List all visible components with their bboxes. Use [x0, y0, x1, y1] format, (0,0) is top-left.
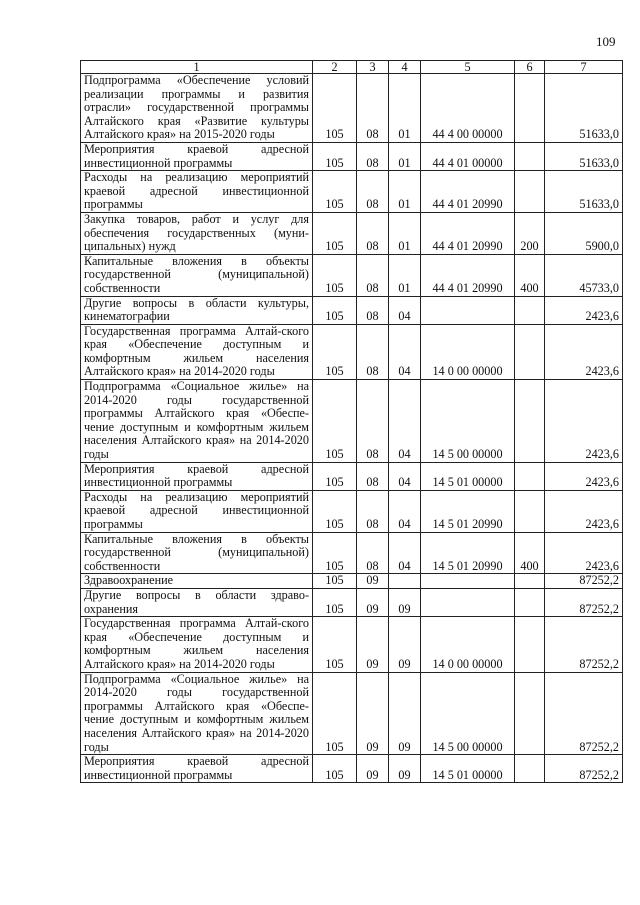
code-target-cell [421, 588, 515, 616]
table-row [81, 462, 623, 490]
code-subsection-cell: 09 [389, 672, 421, 755]
code-target-cell: 14 5 01 00000 [421, 755, 515, 783]
code-expense-type-cell [515, 296, 545, 324]
code-target-cell: 14 5 01 20990 [421, 532, 515, 574]
code-target-cell [421, 296, 515, 324]
code-target-cell: 44 4 00 00000 [421, 74, 515, 143]
amount-cell: 87252,2 [545, 588, 623, 616]
table-row [81, 617, 623, 672]
row-name-cell: Подпрограмма «Социальное жилье» на 2014-2020 годы государственной программы Алтайского края «Обеспе-чение доступным и комфортным жильем населения Алтайского края» на 2014-2020 годы [81, 672, 313, 755]
column-header: 7 [545, 61, 623, 74]
row-name-cell: Расходы на реализацию мероприятий краевой адресной инвестиционной программы [81, 490, 313, 532]
code-ved-cell: 105 [313, 171, 357, 213]
code-target-cell: 44 4 01 20990 [421, 254, 515, 296]
code-section-cell: 09 [357, 617, 389, 672]
amount-cell: 87252,2 [545, 672, 623, 755]
row-name-cell: Капитальные вложения в объекты государственной (муниципальной) собственности [81, 254, 313, 296]
table-row [81, 588, 623, 616]
amount-cell: 2423,6 [545, 532, 623, 574]
code-subsection-cell: 04 [389, 324, 421, 379]
code-ved-cell: 105 [313, 588, 357, 616]
amount-cell: 2423,6 [545, 462, 623, 490]
code-ved-cell: 105 [313, 296, 357, 324]
amount-cell: 2423,6 [545, 324, 623, 379]
row-name-cell: Мероприятия краевой адресной инвестиционной программы [81, 755, 313, 783]
code-expense-type-cell: 200 [515, 212, 545, 254]
code-ved-cell: 105 [313, 574, 357, 589]
code-section-cell: 08 [357, 462, 389, 490]
code-subsection-cell: 01 [389, 254, 421, 296]
row-name-cell: Закупка товаров, работ и услуг для обеспечения государственных (муни-ципальных) нужд [81, 212, 313, 254]
code-target-cell: 14 0 00 00000 [421, 617, 515, 672]
code-expense-type-cell [515, 574, 545, 589]
table-row [81, 74, 623, 143]
code-target-cell: 14 5 00 00000 [421, 380, 515, 463]
code-target-cell: 14 5 01 00000 [421, 462, 515, 490]
code-expense-type-cell [515, 171, 545, 213]
page-number: 109 [596, 34, 616, 49]
table-row [81, 574, 623, 589]
table-row [81, 490, 623, 532]
code-ved-cell: 105 [313, 74, 357, 143]
code-section-cell: 09 [357, 755, 389, 783]
code-section-cell: 08 [357, 254, 389, 296]
code-expense-type-cell [515, 142, 545, 170]
code-section-cell: 09 [357, 588, 389, 616]
table-row [81, 171, 623, 213]
code-target-cell: 14 5 01 20990 [421, 490, 515, 532]
amount-cell: 87252,2 [545, 755, 623, 783]
amount-cell: 51633,0 [545, 171, 623, 213]
code-section-cell: 08 [357, 171, 389, 213]
code-target-cell: 44 4 01 20990 [421, 212, 515, 254]
code-ved-cell: 105 [313, 142, 357, 170]
code-subsection-cell: 04 [389, 490, 421, 532]
row-name-cell: Мероприятия краевой адресной инвестиционной программы [81, 142, 313, 170]
code-ved-cell: 105 [313, 212, 357, 254]
code-subsection-cell: 01 [389, 212, 421, 254]
code-subsection-cell: 01 [389, 142, 421, 170]
column-header: 5 [421, 61, 515, 74]
code-section-cell: 09 [357, 574, 389, 589]
code-expense-type-cell: 400 [515, 254, 545, 296]
table-row [81, 142, 623, 170]
row-name-cell: Мероприятия краевой адресной инвестиционной программы [81, 462, 313, 490]
amount-cell: 2423,6 [545, 296, 623, 324]
code-section-cell: 08 [357, 380, 389, 463]
code-expense-type-cell [515, 617, 545, 672]
row-name-cell: Подпрограмма «Социальное жилье» на 2014-2020 годы государственной программы Алтайского края «Обеспе-чение доступным и комфортным жильем населения Алтайского края» на 2014-2020 годы [81, 380, 313, 463]
table-row [81, 532, 623, 574]
code-subsection-cell: 09 [389, 588, 421, 616]
table-row [81, 254, 623, 296]
row-name-cell: Расходы на реализацию мероприятий краевой адресной инвестиционной программы [81, 171, 313, 213]
row-name-cell: Здравоохранение [81, 574, 313, 589]
amount-cell: 2423,6 [545, 490, 623, 532]
code-subsection-cell: 04 [389, 462, 421, 490]
code-ved-cell: 105 [313, 324, 357, 379]
code-subsection-cell: 01 [389, 171, 421, 213]
code-section-cell: 09 [357, 672, 389, 755]
code-subsection-cell: 04 [389, 296, 421, 324]
code-ved-cell: 105 [313, 380, 357, 463]
amount-cell: 45733,0 [545, 254, 623, 296]
code-target-cell: 14 5 00 00000 [421, 672, 515, 755]
code-ved-cell: 105 [313, 462, 357, 490]
code-section-cell: 08 [357, 532, 389, 574]
row-name-cell: Государственная программа Алтай-ского края «Обеспечение доступным и комфортным жильем населения Алтайского края» на 2014-2020 годы [81, 324, 313, 379]
row-name-cell: Государственная программа Алтай-ского края «Обеспечение доступным и комфортным жильем населения Алтайского края» на 2014-2020 годы [81, 617, 313, 672]
code-expense-type-cell [515, 490, 545, 532]
row-name-cell: Капитальные вложения в объекты государственной (муниципальной) собственности [81, 532, 313, 574]
code-section-cell: 08 [357, 212, 389, 254]
amount-cell: 2423,6 [545, 380, 623, 463]
code-expense-type-cell [515, 672, 545, 755]
amount-cell: 87252,2 [545, 617, 623, 672]
code-section-cell: 08 [357, 324, 389, 379]
budget-table [80, 60, 623, 783]
code-ved-cell: 105 [313, 755, 357, 783]
header-row [81, 61, 623, 74]
code-section-cell: 08 [357, 296, 389, 324]
column-header: 3 [357, 61, 389, 74]
amount-cell: 87252,2 [545, 574, 623, 589]
table-row [81, 324, 623, 379]
code-expense-type-cell [515, 74, 545, 143]
column-header: 4 [389, 61, 421, 74]
code-expense-type-cell [515, 324, 545, 379]
code-subsection-cell: 09 [389, 617, 421, 672]
code-section-cell: 08 [357, 74, 389, 143]
amount-cell: 5900,0 [545, 212, 623, 254]
table-row [81, 212, 623, 254]
code-target-cell: 44 4 01 20990 [421, 171, 515, 213]
code-expense-type-cell [515, 462, 545, 490]
code-expense-type-cell [515, 588, 545, 616]
code-subsection-cell: 09 [389, 755, 421, 783]
row-name-cell: Другие вопросы в области культуры, кинематографии [81, 296, 313, 324]
table-row [81, 672, 623, 755]
table-row [81, 380, 623, 463]
code-ved-cell: 105 [313, 532, 357, 574]
row-name-cell: Другие вопросы в области здраво-охранения [81, 588, 313, 616]
amount-cell: 51633,0 [545, 74, 623, 143]
code-ved-cell: 105 [313, 490, 357, 532]
code-subsection-cell: 01 [389, 74, 421, 143]
column-header: 2 [313, 61, 357, 74]
code-subsection-cell: 04 [389, 380, 421, 463]
code-ved-cell: 105 [313, 617, 357, 672]
amount-cell: 51633,0 [545, 142, 623, 170]
column-header: 6 [515, 61, 545, 74]
code-ved-cell: 105 [313, 254, 357, 296]
code-target-cell: 44 4 01 00000 [421, 142, 515, 170]
table-row [81, 755, 623, 783]
code-expense-type-cell [515, 755, 545, 783]
code-expense-type-cell: 400 [515, 532, 545, 574]
code-expense-type-cell [515, 380, 545, 463]
table-row [81, 296, 623, 324]
code-target-cell [421, 574, 515, 589]
code-subsection-cell [389, 574, 421, 589]
code-subsection-cell: 04 [389, 532, 421, 574]
code-section-cell: 08 [357, 490, 389, 532]
code-section-cell: 08 [357, 142, 389, 170]
code-target-cell: 14 0 00 00000 [421, 324, 515, 379]
code-ved-cell: 105 [313, 672, 357, 755]
column-header: 1 [81, 61, 313, 74]
row-name-cell: Подпрограмма «Обеспечение условий реализации программы и развития отрасли» государственной программы Алтайского края «Развитие культуры Алтайского края» на 2015-2020 годы [81, 74, 313, 143]
